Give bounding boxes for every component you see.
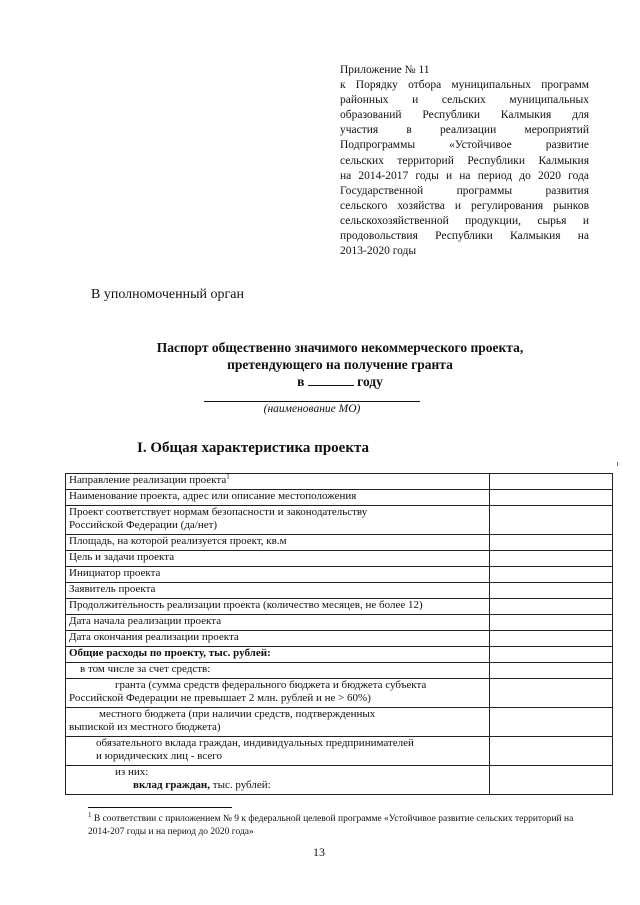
table-row — [66, 506, 613, 535]
row-label-text: гранта (сумма средств федерального бюджета и бюджета субъекта — [115, 679, 427, 691]
table-row — [66, 737, 613, 766]
section-heading — [137, 440, 369, 457]
footnote — [88, 810, 588, 839]
scan-mark — [617, 462, 618, 466]
table-row — [66, 615, 613, 631]
table-row — [66, 490, 613, 506]
row-label — [66, 474, 490, 490]
appendix-line: продовольствия Республики Калмыкия на — [340, 230, 589, 243]
row-label — [66, 506, 490, 535]
page-number: 13 — [313, 845, 325, 859]
section-title: Общая характеристика проекта — [150, 440, 370, 456]
row-label-text: Направление реализации проекта — [69, 474, 227, 486]
label-rest: тыс. рублей: — [210, 779, 271, 791]
section-number: I. — [137, 440, 147, 456]
row-label-text: и юридических лиц - всего — [96, 750, 222, 762]
mo-name-line — [204, 401, 420, 402]
row-label-text: Проект соответствует нормам безопасности и законодательству — [69, 506, 368, 518]
appendix-line: участия в реализации мероприятий — [340, 124, 589, 137]
footnote-text: В соответствии с приложением № 9 к федеральной целевой программе «Устойчивое развитие сельских территорий на 2014-207 годы и на период до 2020 года» — [88, 814, 574, 837]
row-label — [66, 766, 490, 795]
row-label — [66, 737, 490, 766]
table-row — [66, 708, 613, 737]
row-value-cell[interactable] — [490, 615, 613, 631]
table-row — [66, 663, 613, 679]
row-label: Наименование проекта, адрес или описание местоположения — [66, 490, 490, 506]
project-characteristics-table — [65, 473, 613, 795]
footnote-separator — [88, 807, 232, 808]
row-label-text — [69, 779, 486, 792]
row-label: Дата начала реализации проекта — [66, 615, 490, 631]
passport-title — [90, 339, 590, 390]
row-value-cell[interactable] — [490, 551, 613, 567]
row-label — [66, 679, 490, 708]
passport-year-line — [90, 373, 590, 390]
year-prefix: в — [297, 374, 305, 389]
appendix-line: сельского хозяйства и регулирования рынков — [340, 199, 589, 212]
addressee: В уполномоченный орган — [91, 287, 244, 302]
row-label-text: Российской Федерации (да/нет) — [69, 519, 218, 531]
bold-label: вклад граждан, — [133, 779, 211, 791]
row-label — [66, 708, 490, 737]
passport-title-line: Паспорт общественно значимого некоммерческого проекта, — [156, 340, 524, 355]
row-label-text: выпиской из местного бюджета) — [69, 721, 221, 733]
row-value-cell[interactable] — [490, 766, 613, 795]
appendix-line: Государственной программы развития — [340, 184, 589, 197]
table-row — [66, 551, 613, 567]
row-value-cell[interactable] — [490, 647, 613, 663]
row-label: Цель и задачи проекта — [66, 551, 490, 567]
row-value-cell[interactable] — [490, 583, 613, 599]
year-blank — [308, 373, 354, 386]
appendix-header — [340, 63, 589, 259]
row-label: Продолжительность реализации проекта (количество месяцев, не более 12) — [66, 599, 490, 615]
row-value-cell[interactable] — [490, 599, 613, 615]
table-row — [66, 631, 613, 647]
table-row — [66, 474, 613, 490]
row-value-cell[interactable] — [490, 535, 613, 551]
appendix-line: образований Республики Калмыкия для — [340, 109, 589, 122]
table-row — [66, 766, 613, 795]
appendix-line: Приложение № 11 — [340, 64, 430, 76]
appendix-line: 2013-2020 годы — [340, 245, 417, 258]
row-value-cell[interactable] — [490, 490, 613, 506]
table-row — [66, 567, 613, 583]
row-value-cell[interactable] — [490, 631, 613, 647]
appendix-line: на 2014-2017 годы и на период до 2020 года — [340, 169, 589, 182]
row-label: Дата окончания реализации проекта — [66, 631, 490, 647]
row-value-cell[interactable] — [490, 506, 613, 535]
row-label-text: местного бюджета (при наличии средств, подтвержденных — [99, 708, 376, 720]
row-label: в том числе за счет средств: — [66, 663, 490, 679]
passport-title-line: претендующего на получение гранта — [227, 357, 453, 372]
appendix-line: сельских территорий Республики Калмыкия — [340, 154, 589, 167]
row-value-cell[interactable] — [490, 708, 613, 737]
year-suffix: году — [357, 374, 383, 389]
appendix-line: к Порядку отбора муниципальных программ — [340, 79, 589, 92]
row-value-cell[interactable] — [490, 567, 613, 583]
row-label: Заявитель проекта — [66, 583, 490, 599]
row-label-text: из них: — [115, 766, 149, 778]
row-value-cell[interactable] — [490, 737, 613, 766]
row-label-text: Российской Федерации не превышает 2 млн. рублей и не > 60%) — [69, 692, 371, 704]
row-value-cell[interactable] — [490, 663, 613, 679]
table-row — [66, 535, 613, 551]
footnote-number: 1 — [88, 810, 92, 819]
table-row — [66, 647, 613, 663]
row-label-text: обязательного вклада граждан, индивидуальных предпринимателей — [96, 737, 414, 749]
footnote-mark: 1 — [226, 472, 230, 481]
table-row — [66, 679, 613, 708]
table-row — [66, 583, 613, 599]
row-label: Общие расходы по проекту, тыс. рублей: — [66, 647, 490, 663]
appendix-line: районных и сельских муниципальных — [340, 94, 589, 107]
row-value-cell[interactable] — [490, 679, 613, 708]
row-label: Площадь, на которой реализуется проект, кв.м — [66, 535, 490, 551]
table-row — [66, 599, 613, 615]
appendix-line: Подпрограммы «Устойчивое развитие — [340, 139, 589, 152]
row-label: Инициатор проекта — [66, 567, 490, 583]
mo-caption: (наименование МО) — [263, 403, 361, 415]
appendix-line: сельскохозяйственной продукции, сырья и — [340, 214, 589, 227]
row-value-cell[interactable] — [490, 474, 613, 490]
